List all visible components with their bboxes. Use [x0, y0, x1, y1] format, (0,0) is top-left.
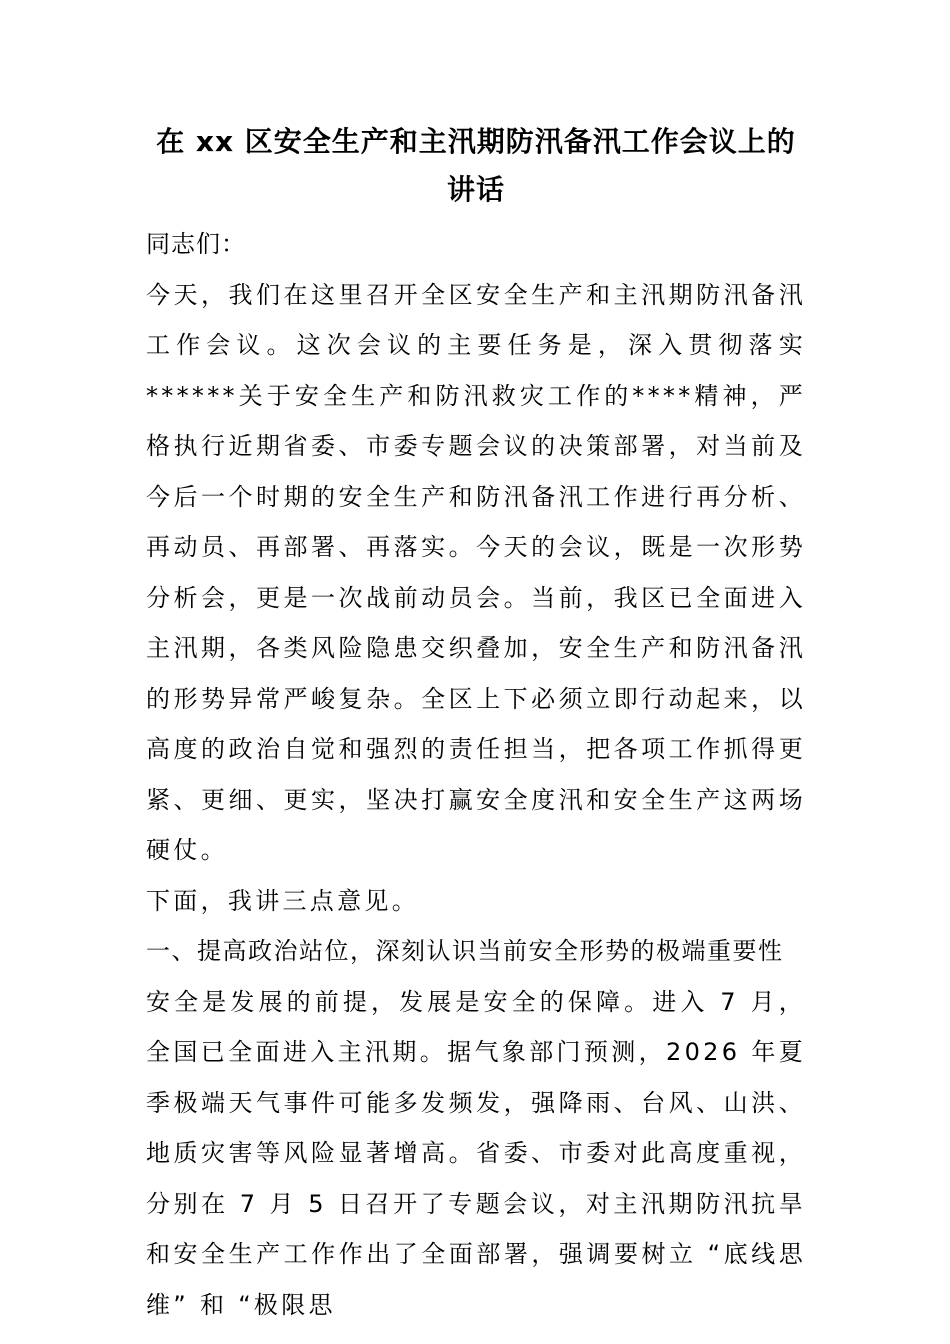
section-paragraph: 安全是发展的前提，发展是安全的保障。进入 7 月，全国已全面进入主汛期。据气象部门预测，2026 年夏季极端天气事件可能多发频发，强降雨、台风、山洪、地质灾害等风险显著增高。省委、市委对此高度重视，分别在 7 月 5 日召开了专题会议，对主汛期防汛抗旱和安全生产工作作出了全面部署，强调要树立 “底线思维” 和 “极限思 — [146, 987, 806, 1319]
section-heading: 一、提高政治站位，深刻认识当前安全形势的极端重要性 — [146, 937, 784, 965]
document-title: 在 xx 区安全生产和主汛期防汛备汛工作会议上的讲话 — [156, 125, 796, 206]
paragraph-intro: 今天，我们在这里召开全区安全生产和主汛期防汛备汛工作会议。这次会议的主要任务是，深入贯彻落实******关于安全生产和防汛救灾工作的****精神，严格执行近期省委、市委专题会议的决策部署，对当前及今后一个时期的安全生产和防汛备汛工作进行再分析、再动员、再部署、再落实。今天的会议，既是一次形势分析会，更是一次战前动员会。当前，我区已全面进入主汛期，各类风险隐患交织叠加，安全生产和防汛备汛的形势异常严峻复杂。全区上下必须立即行动起来，以高度的政治自觉和强烈的责任担当，把各项工作抓得更紧、更细、更实，坚决打赢安全度汛和安全生产这两场硬仗。 — [146, 280, 806, 864]
salutation: 同志们： — [146, 230, 246, 258]
document-body — [146, 219, 806, 1330]
paragraph-outline: 下面，我讲三点意见。 — [146, 886, 419, 915]
